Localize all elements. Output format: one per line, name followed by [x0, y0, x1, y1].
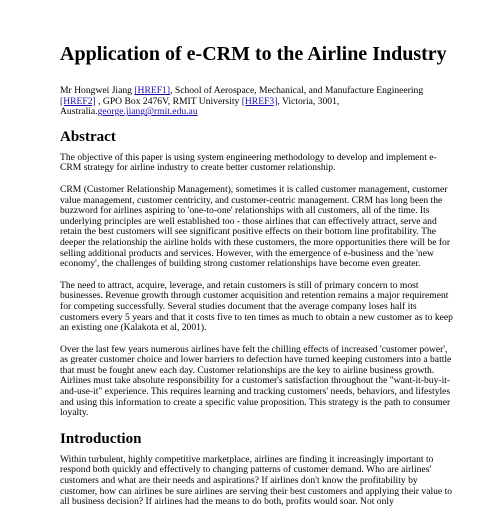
affiliation-text: , School of Aerospace, Mechanical, and Manufacture Engineering	[170, 85, 424, 96]
address-text: , GPO Box 2476V, RMIT University	[95, 95, 242, 107]
abstract-paragraph-4: Over the last few years numerous airlines have felt the chilling effects of increased 'customer power', as greater customer choice and lower barriers to defection have turned keeping customers into a battle that must be fought anew each day. Customer relationships are the key to airline business growth. Airlines must take absolute responsibility for a customer's satisfaction throughout the "want-it-buy-it-and-use-it" experience. This requires learning and tracking customers' needs, behaviors, and lifestyles and using this information to create a specific value proposition. This strategy is the path to consumer loyalty.	[60, 343, 452, 419]
author-byline	[60, 86, 457, 118]
page-title: Application of e-CRM to the Airline Industry	[60, 43, 447, 65]
abstract-paragraph-2: CRM (Customer Relationship Management), sometimes it is called customer management, customer value management, customer centricity, and customer-centric management. CRM has long been the buzzword for airlines aspiring to 'one-to-one' relationships with all customers, all of the time. Its underlying principles are well established too - those airlines that can effectively attract, serve and retain the best customers will see significant positive effects on their bottom line profitability. The deeper the relationship the airline holds with these customers, the more opportunities there will be for selling additional products and services. However, with the emergence of e-business and the 'new economy', the challenges of building strong customer relationships have become even greater.	[60, 183, 451, 270]
abstract-paragraph-3: The need to attract, acquire, leverage, and retain customers is still of primary concern to most businesses. Revenue growth through customer acquisition and retention remains a major requirement for competing successfully. Several studies document that the average company loses half its customers every 5 years and that it costs five to ten times as much to obtain a new customer as to keep an existing one (Kalakota et al, 2001).	[60, 279, 453, 334]
introduction-paragraph: Within turbulent, highly competitive marketplace, airlines are finding it increasingly important to respond both quickly and effectively to changing patterns of customer demand. Who are airlines' customers and what are their needs and aspirations? If airlines don't know the profitability by customer, how can airlines be sure airlines are serving their best customers and applying their value to all business decision? If airlines had the means to do both, profits would soar. Not only	[60, 453, 453, 508]
location-text: , Victoria, 3001, Australia.	[60, 95, 340, 118]
introduction-heading: Introduction	[60, 430, 142, 447]
abstract-paragraph-1: The objective of this paper is using system engineering methodology to develop and implement e-CRM strategy for airline industry to create better customer relationship.	[60, 151, 437, 174]
email-link[interactable]: george.jiang@rmit.edu.au	[97, 106, 198, 118]
author-name: Mr Hongwei Jiang	[60, 85, 135, 96]
href1-link[interactable]: [HREF1]	[134, 85, 171, 96]
href2-link[interactable]: [HREF2]	[60, 95, 96, 107]
abstract-heading: Abstract	[60, 128, 116, 145]
href3-link[interactable]: [HREF3]	[241, 95, 278, 107]
